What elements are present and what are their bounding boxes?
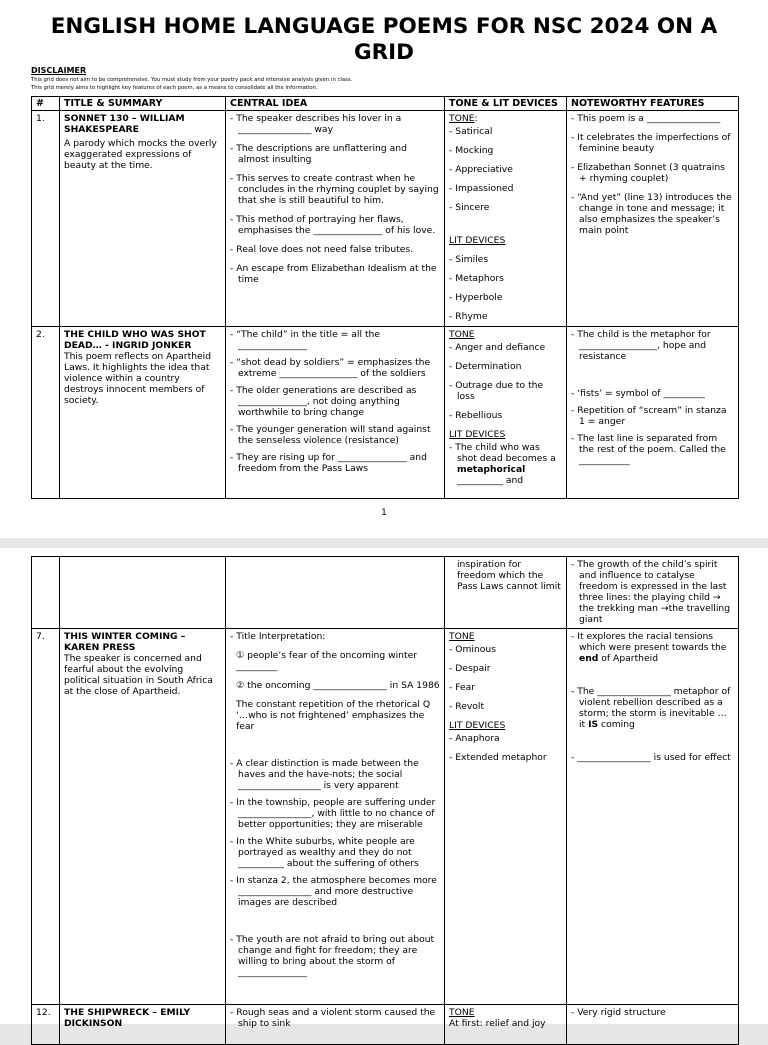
list-item: The constant repetition of the rhetorical Q ‘…who is not frightened’ emphasizes the fear [236,699,431,732]
list-item: - It explores the racial tensions which were present towards the end of Apartheid [571,631,727,664]
list-item: - Rebellious [449,410,503,421]
lit-devices-label: LIT DEVICES [449,235,506,246]
list-item: - The last line is separated from the rest of the poem. Called the ___________ [571,433,726,466]
poem-summary: The speaker is concerned and fearful about the evolving political situation in South Africa at the close of Apartheid. [64,653,213,697]
list-item: - This serves to create contrast when he concludes in the rhyming couplet by saying that she is still beautiful to him. [230,173,439,206]
col-header-title: TITLE & SUMMARY [60,97,226,111]
list-item: - ________________ is used for effect [571,752,731,763]
document-title: ENGLISH HOME LANGUAGE POEMS FOR NSC 2024 ON A GRID [50,14,718,65]
disclaimer-line: This grid does not aim to be comprehensive. You must study from your poetry pack and intensive analysis given in class. [31,77,353,83]
list-item: - The older generations are described as _______________, not doing anything worthwhile to bring change [230,385,417,418]
list-item: - Sincere [449,202,490,213]
list-item: - A clear distinction is made between the haves and the have-nots; the social __________________ is very apparent [230,758,419,791]
list-item: - The youth are not afraid to bring out about change and fight for freedom; they are willing to bring about the storm of _______________ [230,934,435,978]
list-item: - Despair [449,663,491,674]
tone-devices-cell [445,111,567,327]
title-summary-cell [60,1005,226,1045]
central-idea-cell [226,629,445,1005]
list-item: - Metaphors [449,273,504,284]
table-row [32,327,739,499]
list-item: - This poem is a ________________ [571,113,721,124]
page-2 [0,548,768,1029]
col-header-tone: TONE & LIT DEVICES [445,97,567,111]
list-item: - Rhyme [449,311,488,322]
poem-summary: A parody which mocks the overly exaggerated expressions of beauty at the time. [64,138,217,171]
list-item: - Anger and defiance [449,342,546,353]
header-row [32,97,739,111]
list-item: - ‘fists’ = symbol of _________ [571,388,705,399]
central-idea-cell [226,327,445,499]
col-header-features: NOTEWORTHY FEATURES [567,97,739,111]
list-item: - Appreciative [449,164,513,175]
row-number: 2. [32,327,60,499]
tone-label: TONE [449,631,475,642]
table-row [32,1005,739,1045]
features-cell [567,1005,739,1045]
list-item: - The child is the metaphor for _________________, hope and resistance [571,329,711,362]
list-item: - They are rising up for _______________ and freedom from the Pass Laws [230,452,427,474]
list-item: - Mocking [449,145,494,156]
list-item: ② the oncoming ________________ in SA 1986 [236,680,440,691]
list-item: - The ________________ metaphor of violent rebellion described as a storm; the storm is inevitable … it IS coming [571,686,731,730]
features-cell [567,327,739,499]
col-header-central-idea: CENTRAL IDEA [226,97,445,111]
row-number: 7. [32,629,60,1005]
poem-grid-page-1 [31,96,739,499]
list-item: - Very rigid structure [571,1007,666,1018]
table-row [32,111,739,327]
tone-devices-cell [445,1005,567,1045]
list-item: inspiration for freedom which the Pass Laws cannot limit [457,559,561,592]
tone-devices-cell [445,629,567,1005]
poem-title: THE SHIPWRECK – EMILY DICKINSON [64,1007,191,1029]
disclaimer-heading: DISCLAIMER [31,66,87,75]
tone-label: TONE [449,1007,475,1018]
list-item: - Revolt [449,701,485,712]
list-item: - This method of portraying her flaws, emphasises the _______________ of his love. [230,214,436,236]
title-summary-cell [60,629,226,1005]
list-item: - Impassioned [449,183,514,194]
list-item: - An escape from Elizabethan Idealism at the time [230,263,437,285]
list-item: - Determination [449,361,522,372]
title-summary-cell [60,111,226,327]
list-item: - The growth of the child’s spirit and influence to catalyse freedom is expressed in the last three lines: the playing child → the trekking man →the travelling giant [571,559,731,625]
list-item: - It celebrates the imperfections of feminine beauty [571,132,731,154]
list-item: - Extended metaphor [449,752,547,763]
poem-title: THE CHILD WHO WAS SHOT DEAD… - INGRID JONKER [64,329,206,351]
tone-label: TONE: [449,113,478,124]
tone-devices-cell [445,327,567,499]
row-number: 1. [32,111,60,327]
list-item: - Title Interpretation: [230,631,326,642]
list-item: - Hyperbole [449,292,503,303]
list-item: - The speaker describes his lover in a ________________ way [230,113,402,135]
row-number: 12. [32,1005,60,1045]
list-item: - In stanza 2, the atmosphere becomes more ________________ and more destructive images are described [230,875,437,908]
poem-title: SONNET 130 – WILLIAM SHAKESPEARE [64,113,185,135]
list-item: - Anaphora [449,733,500,744]
poem-grid-page-2 [31,556,739,1045]
features-cell [567,557,739,629]
table-row [32,629,739,1005]
list-item: - The younger generation will stand against the senseless violence (resistance) [230,424,431,446]
list-item: - Elizabethan Sonnet (3 quatrains + rhyming couplet) [571,162,725,184]
tone-label: TONE [449,329,475,340]
list-item: - Satirical [449,126,493,137]
list-item: - Rough seas and a violent storm caused the ship to sink [230,1007,436,1029]
list-item: - Repetition of “scream” in stanza 1 = anger [571,405,727,427]
list-item: - The child who was shot dead becomes a metaphorical __________ and [449,442,556,486]
list-item: - Outrage due to the loss [449,380,544,402]
list-item: - “The child” in the title = all the _______________ [230,329,381,351]
list-item: - “And yet” (line 13) introduces the change in tone and message; it also emphasizes the speaker’s main point [571,192,732,236]
list-item: - The descriptions are unflattering and almost insulting [230,143,407,165]
list-item: - “shot dead by soldiers” = emphasizes the extreme _________________ of the soldiers [230,357,431,379]
list-item: - Fear [449,682,476,693]
page-number: 1 [381,508,387,518]
central-idea-cell [226,111,445,327]
lit-devices-label: LIT DEVICES [449,429,506,440]
disclaimer [31,66,731,92]
col-header-number: # [32,97,60,111]
list-item: ① people’s fear of the oncoming winter _________ [236,650,418,672]
list-item: - Ominous [449,644,497,655]
table-row [32,557,739,629]
disclaimer-line: This grid merely aims to highlight key features of each poem, as a means to consolidate all the information. [31,85,318,91]
list-item: - Real love does not need false tributes. [230,244,414,255]
features-cell [567,111,739,327]
list-item: - In the White suburbs, white people are portrayed as wealthy and they do not __________ about the suffering of others [230,836,419,869]
list-item: At first: relief and joy [449,1018,546,1029]
poem-title: THIS WINTER COMING – KAREN PRESS [64,631,186,653]
features-cell [567,629,739,1005]
poem-summary: This poem reflects on Apartheid Laws. It highlights the idea that violence within a country destroys innocent members of society. [64,351,212,406]
list-item: - In the township, people are suffering under ________________, with little to no chance of better opportunities; they are miserable [230,797,436,830]
lit-devices-label: LIT DEVICES [449,720,506,731]
central-idea-cell [226,1005,445,1045]
list-item: - Similes [449,254,489,265]
tone-devices-cell [445,557,567,629]
title-summary-cell [60,327,226,499]
